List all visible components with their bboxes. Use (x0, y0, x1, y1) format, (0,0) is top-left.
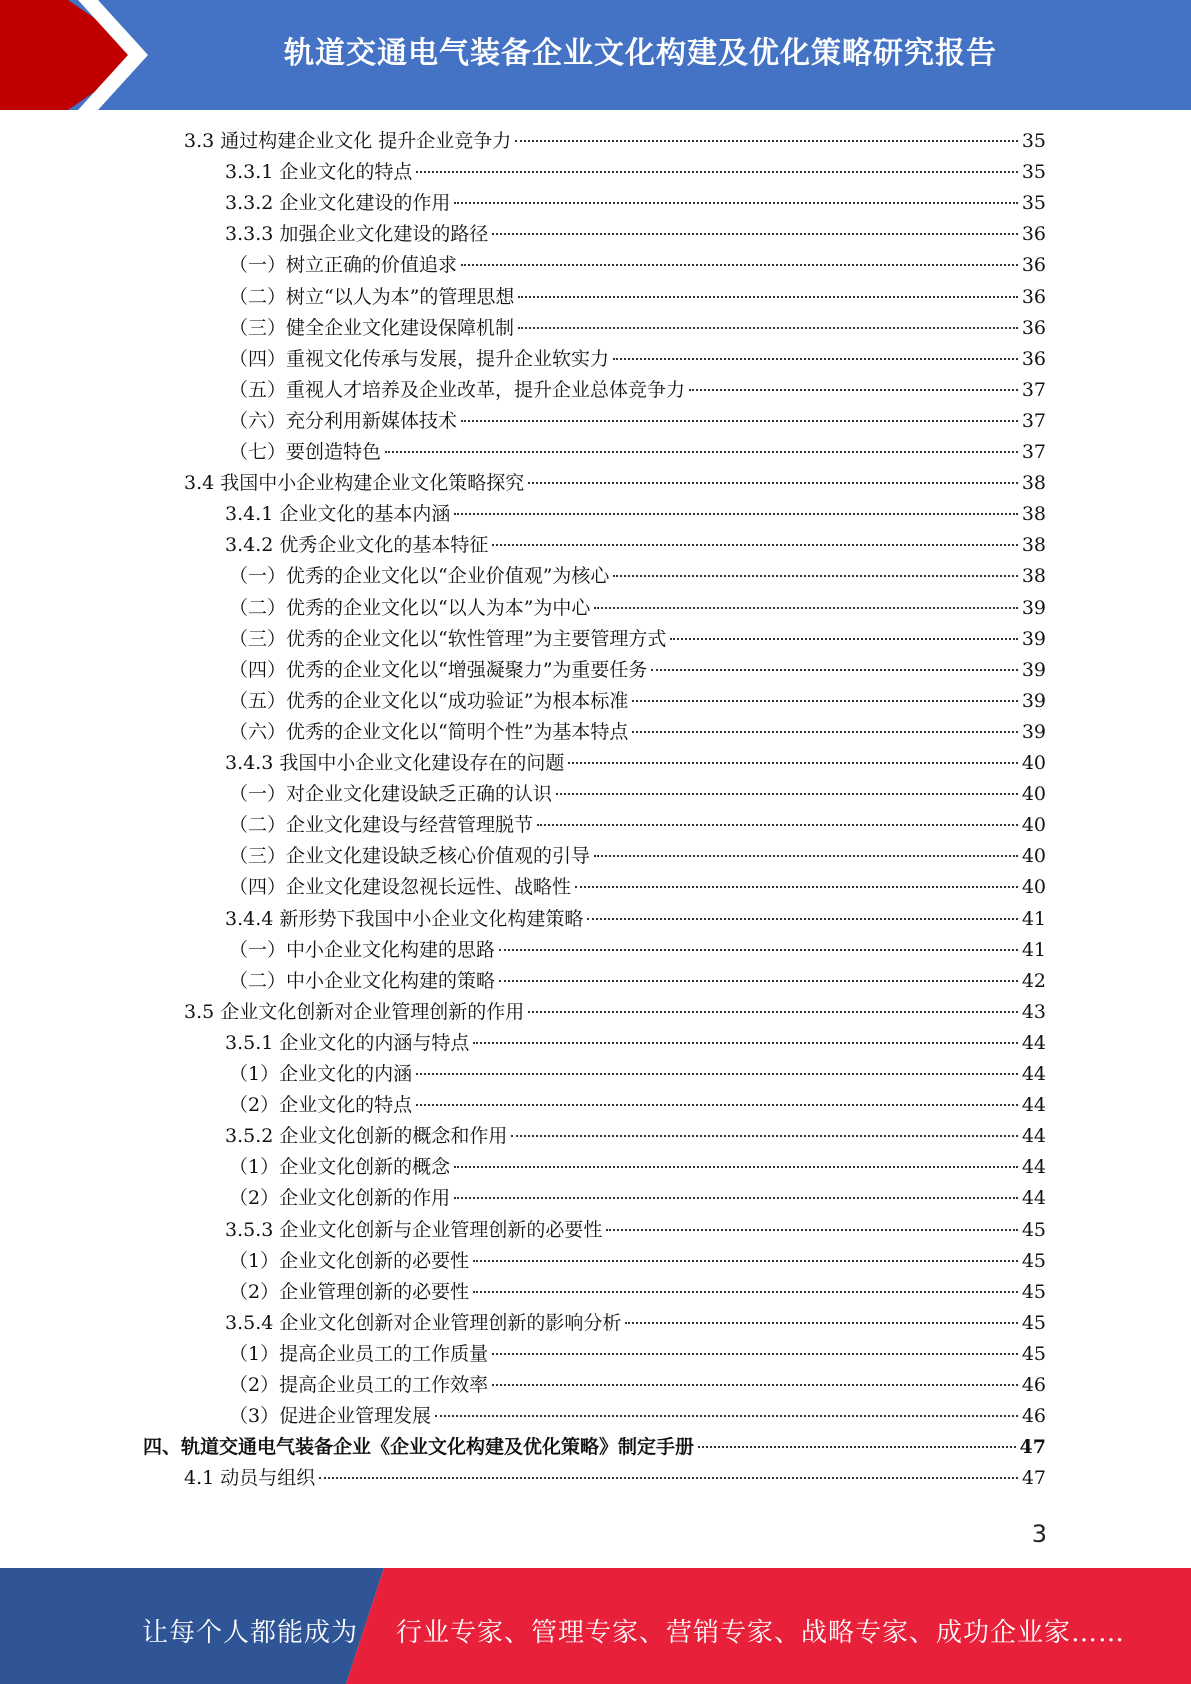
toc-dot-leader (670, 638, 1017, 640)
toc-entry-page: 35 (1021, 161, 1046, 184)
toc-dot-leader (454, 513, 1017, 515)
toc-entry[interactable] (225, 530, 1046, 561)
toc-dot-leader (454, 1166, 1018, 1168)
toc-dot-leader (518, 296, 1017, 298)
toc-entry[interactable] (229, 282, 1046, 313)
toc-dot-leader (613, 358, 1018, 360)
toc-entry-page: 36 (1021, 347, 1046, 370)
toc-dot-leader (499, 949, 1018, 951)
toc-entry-label: 3.5.2 企业文化创新的概念和作用 (225, 1125, 508, 1148)
toc-entry[interactable] (229, 935, 1046, 966)
toc-dot-leader (319, 1477, 1018, 1479)
toc-entry[interactable] (225, 904, 1046, 935)
toc-entry-page: 42 (1021, 969, 1046, 992)
toc-dot-leader (632, 700, 1017, 702)
page-footer (0, 1568, 1191, 1684)
toc-entry-label: 3.5.3 企业文化创新与企业管理创新的必要性 (225, 1218, 603, 1241)
toc-dot-leader (473, 1291, 1018, 1293)
toc-entry[interactable] (229, 313, 1046, 344)
toc-entry-page: 44 (1021, 1187, 1046, 1210)
toc-dot-leader (385, 451, 1018, 453)
toc-entry[interactable] (184, 997, 1046, 1028)
toc-entry-page: 45 (1021, 1280, 1046, 1303)
toc-dot-leader (613, 575, 1017, 577)
toc-entry-page: 37 (1021, 409, 1046, 432)
toc-entry-label: 3.3.3 加强企业文化建设的路径 (225, 223, 489, 246)
toc-entry[interactable] (225, 188, 1046, 219)
toc-entry-page: 38 (1021, 565, 1046, 588)
toc-entry-page: 36 (1021, 285, 1046, 308)
toc-entry[interactable] (229, 1277, 1046, 1308)
page-number: 3 (1031, 1520, 1047, 1548)
toc-entry-page: 39 (1021, 720, 1046, 743)
red-arrow-decoration (0, 0, 160, 110)
toc-entry-page: 46 (1021, 1374, 1046, 1396)
toc-entry-label: 3.4.2 优秀企业文化的基本特征 (225, 534, 489, 557)
toc-entry-label: （1）企业文化创新的概念 (229, 1156, 451, 1179)
toc-entry[interactable] (184, 1463, 1046, 1494)
toc-entry-label: （四）企业文化建设忽视长远性、战略性 (229, 876, 572, 899)
toc-entry-label: （二）树立“以人为本”的管理思想 (229, 285, 515, 308)
toc-dot-leader (606, 1229, 1017, 1231)
toc-entry[interactable] (229, 966, 1046, 997)
toc-entry-label: 3.3.1 企业文化的特点 (225, 161, 413, 184)
toc-dot-leader (689, 389, 1018, 391)
toc-dot-leader (587, 918, 1017, 920)
toc-entry[interactable] (229, 779, 1046, 810)
toc-entry-page: 39 (1021, 658, 1046, 681)
toc-entry-page: 44 (1021, 1125, 1046, 1148)
toc-entry[interactable] (229, 344, 1046, 375)
toc-entry-label: （一）优秀的企业文化以“企业价值观”为核心 (229, 565, 610, 588)
toc-entry[interactable] (225, 1308, 1046, 1339)
toc-entry-label: （3）促进企业管理发展 (229, 1405, 432, 1428)
toc-entry-page: 45 (1021, 1218, 1046, 1241)
toc-entry-label: （三）企业文化建设缺乏核心价值观的引导 (229, 845, 591, 868)
footer-slogan-right: 行业专家、管理专家、营销专家、战略专家、成功企业家…… (396, 1618, 1126, 1648)
toc-dot-leader (435, 1415, 1018, 1417)
toc-entry-label: 3.4 我国中小企业构建企业文化策略探究 (184, 472, 525, 495)
toc-entry[interactable] (225, 157, 1046, 188)
toc-entry-page: 41 (1021, 938, 1046, 961)
toc-dot-leader (625, 1322, 1017, 1324)
toc-entry-label: 4.1 动员与组织 (184, 1467, 316, 1490)
toc-entry-page: 43 (1021, 1000, 1046, 1023)
toc-entry-label: 3.4.4 新形势下我国中小企业文化构建策略 (225, 907, 584, 930)
toc-entry[interactable] (229, 1246, 1046, 1277)
toc-entry[interactable] (229, 250, 1046, 281)
toc-entry-page: 40 (1021, 845, 1046, 868)
toc-dot-leader (698, 1446, 1016, 1448)
toc-entry[interactable] (229, 1059, 1046, 1090)
toc-entry-page: 35 (1021, 130, 1046, 152)
toc-entry-label: （七）要创造特色 (229, 441, 382, 463)
toc-entry-label: （2）企业文化的特点 (229, 1094, 413, 1117)
toc-dot-leader (511, 1135, 1017, 1137)
toc-entry-label: 3.5.4 企业文化创新对企业管理创新的影响分析 (225, 1311, 622, 1334)
toc-entry-label: （二）中小企业文化构建的策略 (229, 969, 496, 992)
toc-entry[interactable] (229, 655, 1046, 686)
toc-entry[interactable] (229, 1090, 1046, 1121)
toc-entry-page: 45 (1021, 1249, 1046, 1272)
toc-entry-label: （四）重视文化传承与发展，提升企业软实力 (229, 347, 610, 370)
toc-entry[interactable] (229, 437, 1046, 468)
toc-entry[interactable] (229, 406, 1046, 437)
toc-dot-leader (461, 264, 1018, 266)
toc-entry-label: （1）企业文化创新的必要性 (229, 1249, 470, 1272)
toc-dot-leader (499, 980, 1018, 982)
toc-entry-page: 44 (1021, 1063, 1046, 1085)
toc-entry-page: 41 (1021, 907, 1046, 930)
toc-entry-page: 44 (1021, 1156, 1046, 1179)
toc-entry-label: （一）中小企业文化构建的思路 (229, 938, 496, 961)
toc-entry[interactable] (229, 1183, 1046, 1214)
toc-entry[interactable] (143, 1432, 1046, 1463)
toc-entry[interactable] (229, 872, 1046, 903)
toc-entry-label: （五）重视人才培养及企业改革，提升企业总体竞争力 (229, 378, 686, 401)
toc-entry-page: 40 (1021, 783, 1046, 806)
toc-entry[interactable] (229, 1401, 1046, 1432)
toc-entry-label: 3.4.1 企业文化的基本内涵 (225, 503, 451, 526)
toc-dot-leader (416, 1073, 1018, 1075)
toc-entry-label: （2）提高企业员工的工作效率 (229, 1374, 489, 1396)
toc-entry[interactable] (225, 1215, 1046, 1246)
toc-dot-leader (518, 327, 1018, 329)
toc-entry[interactable] (229, 1370, 1046, 1401)
toc-entry-page: 44 (1021, 1031, 1046, 1054)
toc-entry[interactable] (225, 219, 1046, 250)
toc-entry[interactable] (225, 748, 1046, 779)
toc-entry[interactable] (184, 126, 1046, 157)
toc-dot-leader (492, 233, 1017, 235)
toc-entry-label: （二）优秀的企业文化以“以人为本”为中心 (229, 596, 591, 619)
toc-dot-leader (568, 762, 1017, 764)
toc-entry[interactable] (225, 499, 1046, 530)
toc-entry[interactable] (229, 841, 1046, 872)
toc-entry-page: 44 (1021, 1094, 1046, 1117)
toc-entry-label: 3.3.2 企业文化建设的作用 (225, 192, 451, 215)
toc-entry[interactable] (229, 717, 1046, 748)
toc-dot-leader (461, 420, 1018, 422)
toc-entry-label: （2）企业文化创新的作用 (229, 1187, 451, 1210)
toc-entry[interactable] (229, 1152, 1046, 1183)
toc-dot-leader (454, 202, 1017, 204)
toc-entry-page: 45 (1021, 1342, 1046, 1365)
toc-dot-leader (528, 482, 1018, 484)
toc-dot-leader (492, 1384, 1018, 1386)
toc-entry-page: 45 (1021, 1311, 1046, 1334)
toc-entry-page: 47 (1019, 1436, 1046, 1459)
toc-entry-label: （二）企业文化建设与经营管理脱节 (229, 814, 534, 837)
toc-entry-label: （六）优秀的企业文化以“简明个性”为基本特点 (229, 720, 629, 743)
toc-dot-leader (594, 607, 1017, 609)
toc-entry[interactable] (229, 1339, 1046, 1370)
toc-entry[interactable] (229, 810, 1046, 841)
toc-entry[interactable] (229, 561, 1046, 592)
toc-dot-leader (556, 793, 1018, 795)
toc-dot-leader (454, 1197, 1018, 1199)
toc-dot-leader (575, 886, 1018, 888)
toc-dot-leader (515, 140, 1018, 142)
toc-entry-page: 36 (1021, 316, 1046, 339)
toc-dot-leader (537, 824, 1018, 826)
toc-entry-label: （一）树立正确的价值追求 (229, 254, 458, 277)
toc-entry-page: 35 (1021, 192, 1046, 215)
toc-entry-page: 39 (1021, 596, 1046, 619)
toc-entry-label: （三）优秀的企业文化以“软性管理”为主要管理方式 (229, 627, 667, 650)
toc-entry[interactable] (184, 468, 1046, 499)
toc-dot-leader (416, 171, 1017, 173)
toc-entry[interactable] (225, 1121, 1046, 1152)
footer-slogan-left: 让每个人都能成为 (142, 1618, 359, 1648)
toc-dot-leader (416, 1104, 1018, 1106)
toc-entry-label: 3.3 通过构建企业文化 提升企业竞争力 (184, 130, 512, 152)
toc-entry-label: （四）优秀的企业文化以“增强凝聚力”为重要任务 (229, 658, 648, 681)
toc-entry-page: 40 (1021, 814, 1046, 837)
toc-entry-label: （三）健全企业文化建设保障机制 (229, 316, 515, 339)
toc-dot-leader (473, 1042, 1017, 1044)
toc-entry-label: （六）充分利用新媒体技术 (229, 409, 458, 432)
toc-entry-page: 38 (1021, 534, 1046, 557)
toc-entry-page: 47 (1021, 1467, 1046, 1490)
page-header (0, 0, 1191, 110)
toc-entry-page: 36 (1021, 223, 1046, 246)
toc-entry-label: 3.4.3 我国中小企业文化建设存在的问题 (225, 752, 565, 774)
toc-entry[interactable] (225, 1028, 1046, 1059)
toc-entry[interactable] (229, 686, 1046, 717)
toc-entry-label: 3.5 企业文化创新对企业管理创新的作用 (184, 1000, 525, 1023)
toc-dot-leader (651, 669, 1017, 671)
toc-dot-leader (594, 855, 1018, 857)
toc-entry-page: 46 (1021, 1405, 1046, 1428)
toc-dot-leader (473, 1260, 1018, 1262)
toc-entry[interactable] (229, 593, 1046, 624)
toc-dot-leader (492, 1353, 1018, 1355)
toc-dot-leader (528, 1011, 1018, 1013)
report-title: 轨道交通电气装备企业文化构建及优化策略研究报告 (284, 36, 997, 71)
toc-entry-page: 40 (1021, 752, 1046, 774)
toc-entry-page: 39 (1021, 627, 1046, 650)
toc-entry-page: 37 (1021, 378, 1046, 401)
toc-entry-label: （1）企业文化的内涵 (229, 1063, 413, 1085)
toc-dot-leader (492, 544, 1017, 546)
toc-entry-label: （1）提高企业员工的工作质量 (229, 1342, 489, 1365)
toc-entry[interactable] (229, 624, 1046, 655)
toc-entry[interactable] (229, 375, 1046, 406)
toc-entry-page: 36 (1021, 254, 1046, 277)
toc-entry-page: 40 (1021, 876, 1046, 899)
toc-entry-label: （一）对企业文化建设缺乏正确的认识 (229, 783, 553, 806)
toc-dot-leader (632, 731, 1017, 733)
toc-entry-label: 3.5.1 企业文化的内涵与特点 (225, 1031, 470, 1054)
toc-entry-page: 38 (1021, 472, 1046, 495)
toc-entry-page: 37 (1021, 441, 1046, 463)
toc-entry-label: 四、轨道交通电气装备企业《企业文化构建及优化策略》制定手册 (143, 1436, 695, 1459)
toc-entry-label: （2）企业管理创新的必要性 (229, 1280, 470, 1303)
toc-entry-page: 39 (1021, 689, 1046, 712)
toc-entry-label: （五）优秀的企业文化以“成功验证”为根本标准 (229, 689, 629, 712)
toc-entry-page: 38 (1021, 503, 1046, 526)
